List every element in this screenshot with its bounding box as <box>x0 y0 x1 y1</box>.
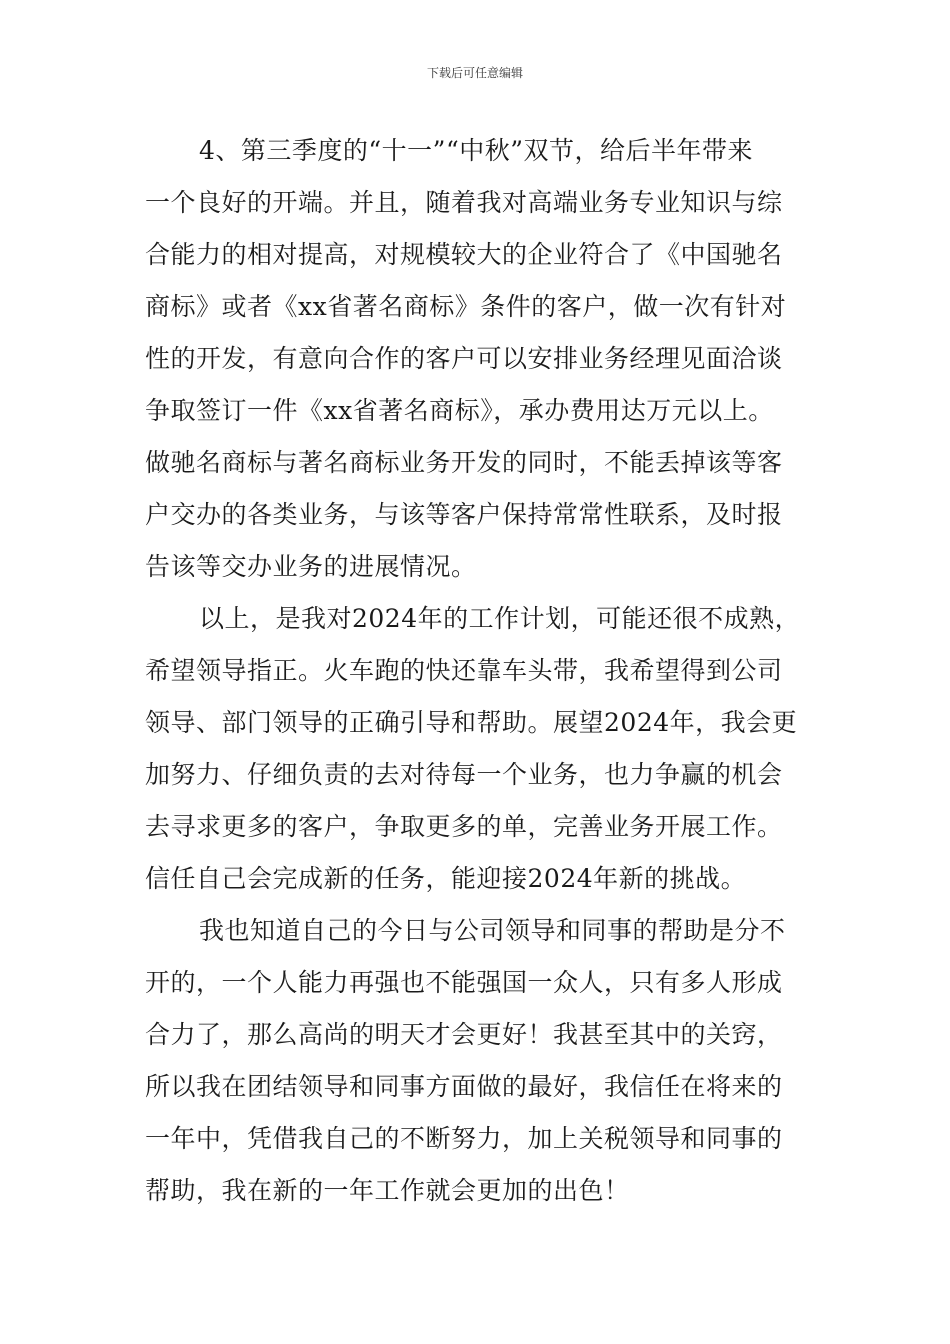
text-line: 户交办的各类业务，与该等客户保持常常性联系，及时报 <box>145 500 783 529</box>
text-line: 一年中，凭借我自己的不断努力，加上关税领导和同事的 <box>145 1124 783 1153</box>
text-line: 一个良好的开端。并且，随着我对高端业务专业知识与综 <box>145 188 783 217</box>
paragraph-summary <box>145 593 815 905</box>
text-line: 合力了，那么高尚的明天才会更好！我甚至其中的关窍， <box>145 1020 783 1049</box>
paragraph-teamwork <box>145 905 815 1217</box>
text-line: 性的开发，有意向合作的客户可以安排业务经理见面洽谈 <box>145 344 783 373</box>
text-line: 争取签订一件《xx省著名商标》，承办费用达万元以上。 <box>145 396 774 425</box>
page-header: 下载后可任意编辑 <box>426 66 523 80</box>
text-line: 4、第三季度的“十一”“中秋”双节，给后半年带来 <box>199 136 754 165</box>
text-line: 希望领导指正。火车跑的快还靠车头带，我希望得到公司 <box>145 656 783 685</box>
text-line: 我也知道自己的今日与公司领导和同事的帮助是分不 <box>199 916 786 945</box>
text-line: 所以我在团结领导和同事方面做的最好，我信任在将来的 <box>145 1072 783 1101</box>
text-line: 商标》或者《xx省著名商标》条件的客户，做一次有针对 <box>145 292 787 321</box>
text-line: 去寻求更多的客户，争取更多的单，完善业务开展工作。 <box>145 812 783 841</box>
text-line: 合能力的相对提高，对规模较大的企业符合了《中国驰名 <box>145 240 783 269</box>
paragraph-q3-plan <box>145 125 815 593</box>
document-body <box>145 125 815 1217</box>
text-line: 领导、部门领导的正确引导和帮助。展望2024年，我会更 <box>145 708 798 737</box>
text-line: 告该等交办业务的进展情况。 <box>145 552 477 581</box>
text-line: 加努力、仔细负责的去对待每一个业务，也力争赢的机会 <box>145 760 783 789</box>
text-line: 做驰名商标与著名商标业务开发的同时，不能丢掉该等客 <box>145 448 783 477</box>
text-line: 信任自己会完成新的任务，能迎接2024年新的挑战。 <box>145 864 747 893</box>
text-line: 开的，一个人能力再强也不能强国一众人，只有多人形成 <box>145 968 783 997</box>
text-line: 以上，是我对2024年的工作计划，可能还很不成熟， <box>199 604 801 633</box>
text-line: 帮助，我在新的一年工作就会更加的出色！ <box>145 1176 630 1205</box>
